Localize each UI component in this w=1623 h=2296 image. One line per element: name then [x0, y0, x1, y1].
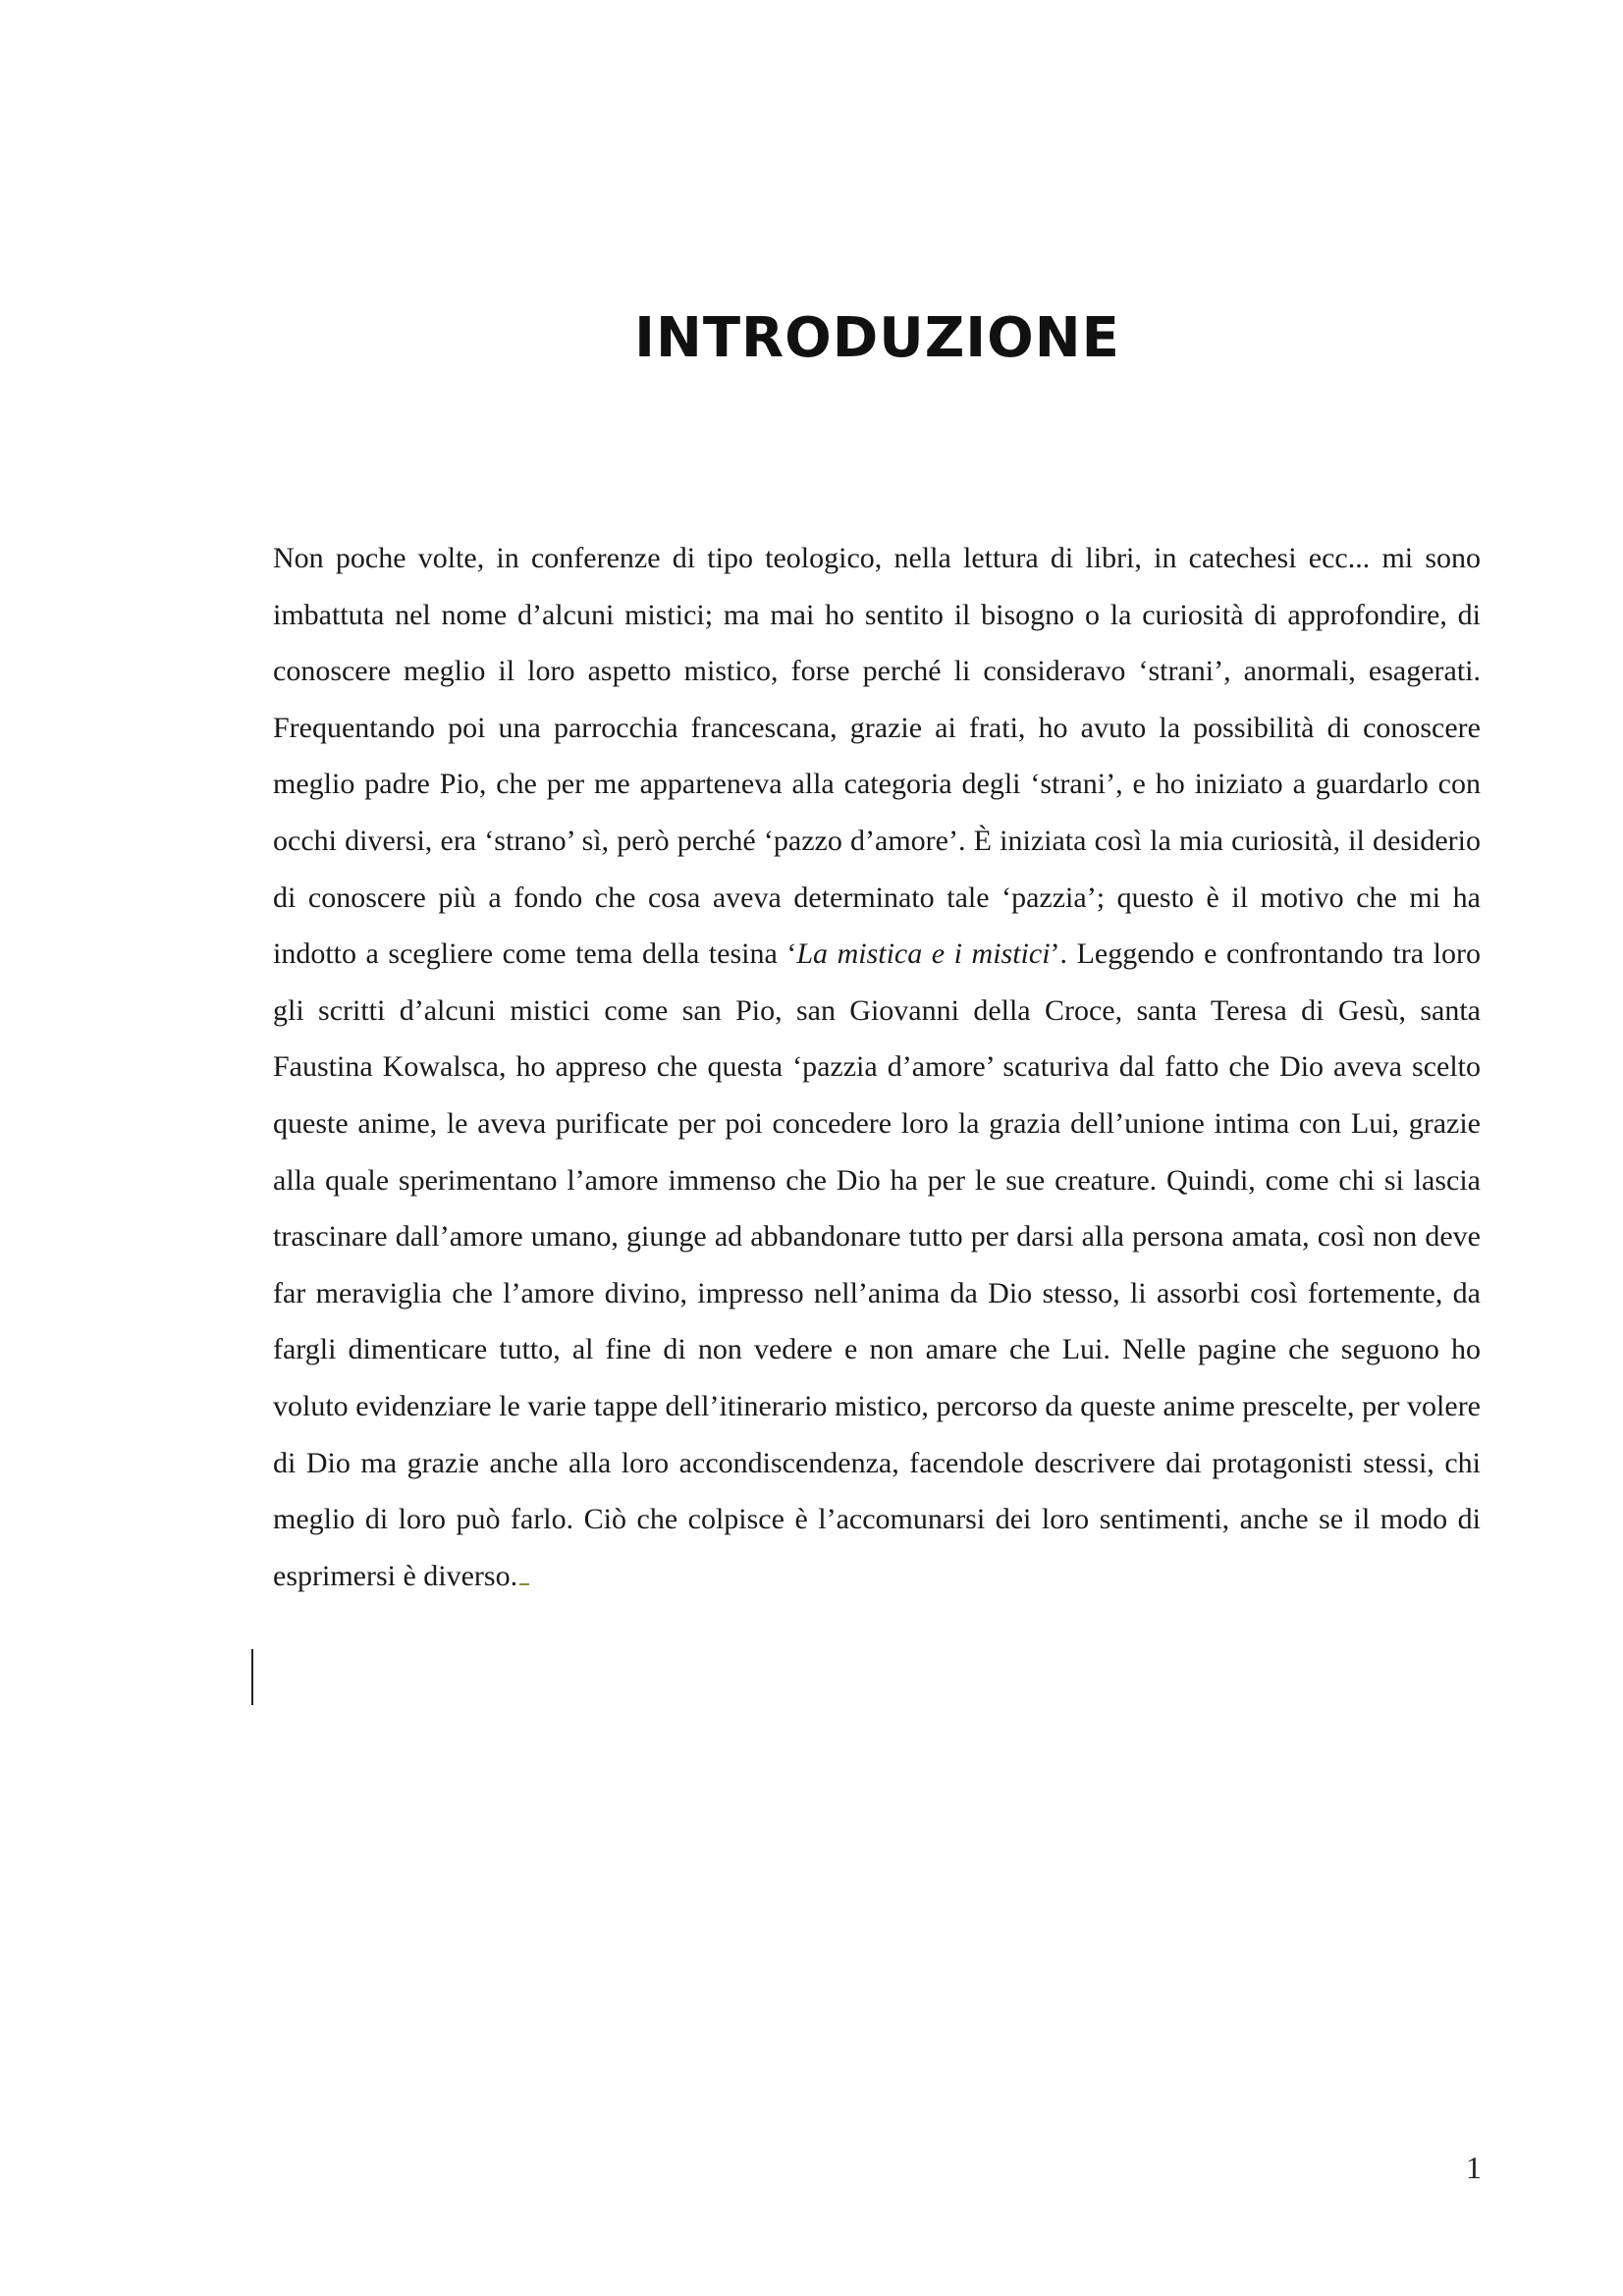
change-bar — [251, 1649, 253, 1705]
introduction-paragraph — [273, 530, 1481, 1604]
page-title: INTRODUZIONE — [634, 306, 1120, 370]
paragraph-text-part-2: ’. Leggendo e confrontando tra loro gli scritti d’alcuni mistici come san Pio, san Giovanni della Croce, santa Teresa di Gesù, santa Faustina Kowalsca, ho appreso che questa ‘pazzia d’amore’ scaturiva dal fatto che Dio aveva scelto queste anime, le aveva purificate per poi concedere loro la grazia dell’unione intima con Lui, grazie alla quale sperimentano l’amore immenso che Dio ha per le sue creature. Quindi, come chi si lascia trascinare dall’amore umano, giunge ad abbandonare tutto per darsi alla persona amata, così non deve far meraviglia che l’amore divino, impresso nell’anima da Dio stesso, li assorbi così fortemente, da fargli dimenticare tutto, al fine di non vedere e non amare che Lui. Nelle pagine che seguono ho voluto evidenziare le varie tappe dell’itinerario mistico, percorso da queste anime prescelte, per volere di Dio ma grazie anche alla loro accondiscendenza, facendole descrivere dai protagonisti stessi, chi meglio di loro può farlo. Ciò che colpisce è l’accomunarsi dei loro sentimenti, anche se il modo di esprimersi è diverso. — [273, 937, 1481, 1592]
thesis-title-italic: La mistica e i mistici — [796, 937, 1051, 971]
page-number: 1 — [1466, 2150, 1482, 2185]
paragraph-text-part-1: Non poche volte, in conferenze di tipo teologico, nella lettura di libri, in catechesi ecc... mi sono imbattuta nel nome d’alcuni mistici; ma mai ho sentito il bisogno o la curiosità di approfondire, di conoscere meglio il loro aspetto mistico, forse perché li consideravo ‘strani’, anormali, esagerati. Frequentando poi una parrocchia francescana, grazie ai frati, ho avuto la possibilità di conoscere meglio padre Pio, che per me apparteneva alla categoria degli ‘strani’, e ho iniziato a guardarlo con occhi diversi, era ‘strano’ sì, però perché ‘pazzo d’amore’. È iniziata così la mia curiosità, il desiderio di conoscere più a fondo che cosa aveva determinato tale ‘pazzia’; questo è il motivo che mi ha indotto a scegliere come tema della tesina ‘ — [273, 542, 1481, 971]
tracked-change-mark — [519, 1582, 529, 1585]
